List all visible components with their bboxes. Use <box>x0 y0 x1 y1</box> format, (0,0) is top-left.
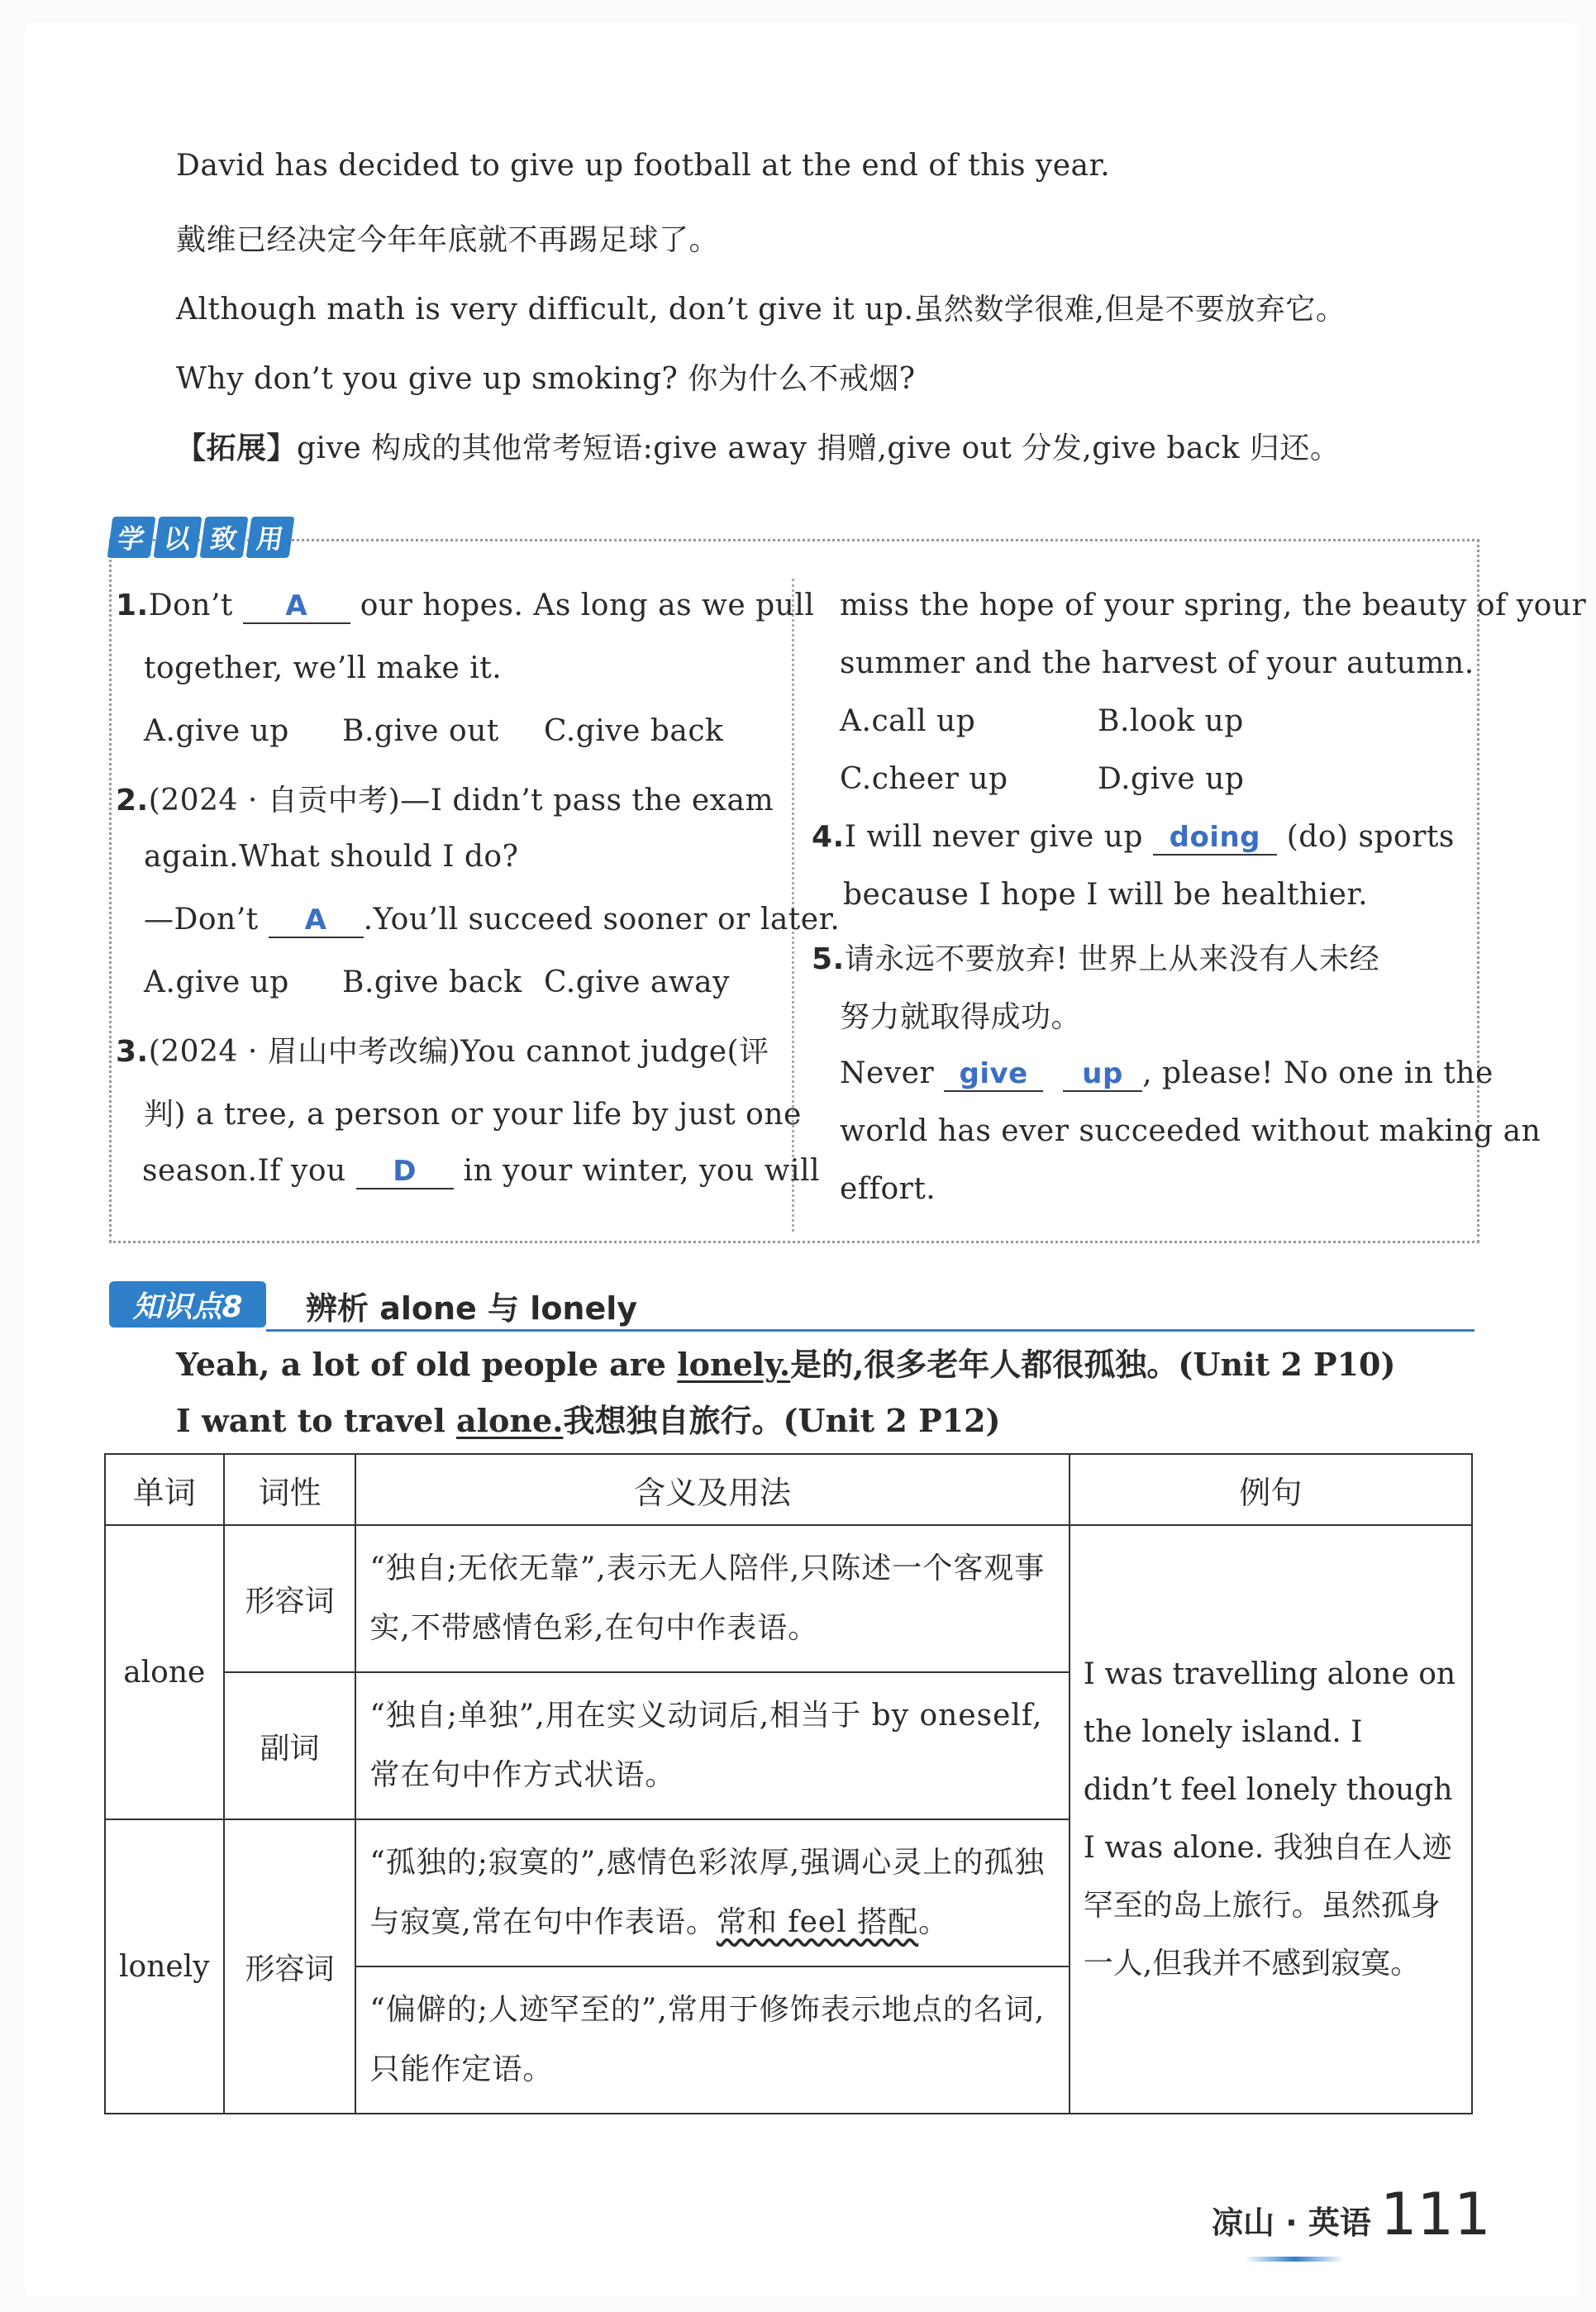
q1-option-b: B.give out <box>342 714 499 748</box>
q2-option-b: B.give back <box>342 965 522 999</box>
q5-line1 <box>812 936 1379 978</box>
q1-line2: together, we’ll make it. <box>144 651 503 685</box>
intro-sentence-2: Although math is very difficult, don’t give it up.虽然数学很难,但是不要放弃它。 <box>176 293 1346 327</box>
cell-pos-alone-adv: 副词 <box>224 1672 356 1819</box>
q1-option-c: C.give back <box>544 714 724 748</box>
q3-line4: miss the hope of your spring, the beauty of your <box>840 589 1587 622</box>
q3-post: in your winter, you will <box>463 1154 821 1188</box>
knowledge-point-badge: 知识点8 <box>109 1281 266 1328</box>
cell-example: I was travelling alone on the lonely island. I didn’t feel lonely though I was alone. 我独自在人迹罕至的岛上旅行。虽然孤身一人,但我并不感到寂寞。 <box>1070 1525 1472 2114</box>
page-number: 111 <box>1380 2181 1491 2248</box>
knowledge-point-rule <box>266 1329 1475 1332</box>
cell-use-alone-adj: “独自;无依无靠”,表示无人陪伴,只陈述一个客观事实,不带感情色彩,在句中作表语。 <box>355 1525 1069 1672</box>
ex1-post: 是的,很多老年人都很孤独。(Unit 2 P10) <box>790 1346 1396 1383</box>
header-pos: 词性 <box>224 1454 356 1525</box>
q2-option-c: C.give away <box>544 965 730 999</box>
table-row <box>105 1525 1472 1672</box>
q1-pre: Don’t <box>148 589 233 622</box>
cell-pos-alone-adj: 形容词 <box>224 1525 356 1672</box>
q5-post: , please! No one in the <box>1142 1056 1494 1090</box>
lonely-use1-end: 。 <box>918 1905 950 1939</box>
q4-line1 <box>812 820 1455 856</box>
cell-use-lonely-2: “偏僻的;人迹罕至的”,常用于修饰表示地点的名词,只能作定语。 <box>355 1966 1069 2114</box>
q5-pre: Never <box>840 1056 935 1090</box>
q2-text: (2024 · 自贡中考)—I didn’t pass the exam <box>148 784 774 818</box>
q3-text: (2024 · 眉山中考改编)You cannot judge(评 <box>148 1035 769 1069</box>
q2-answer-blank[interactable]: A <box>269 903 364 938</box>
q4-post: (do) sports <box>1286 820 1455 854</box>
q2-line2: again.What should I do? <box>144 840 519 874</box>
q3-line5: summer and the harvest of your autumn. <box>840 646 1475 680</box>
q4-answer-blank[interactable]: doing <box>1153 821 1277 856</box>
q3-line2: 判) a tree, a person or your life by just one <box>144 1098 802 1132</box>
cell-pos-lonely: 形容词 <box>224 1819 356 2114</box>
q2-post: .You’ll succeed sooner or later. <box>363 903 841 937</box>
extension-text: give 构成的其他常考短语:give away 捐赠,give out 分发,give back 归还。 <box>297 431 1341 465</box>
q2-pre: —Don’t <box>144 903 259 937</box>
cell-use-lonely-1 <box>355 1819 1069 1966</box>
q3-answer-blank[interactable]: D <box>356 1155 454 1189</box>
ex1-underlined: lonely. <box>677 1346 791 1383</box>
header-example: 例句 <box>1070 1454 1472 1525</box>
q3-pre: season.If you <box>142 1154 346 1188</box>
cell-use-alone-adv: “独自;单独”,用在实义动词后,相当于 by oneself,常在句中作方式状语。 <box>355 1672 1069 1819</box>
ex2-post: 我想独自旅行。(Unit 2 P12) <box>563 1402 1001 1439</box>
q3-number: 3. <box>116 1035 149 1069</box>
example-sentence-1 <box>176 1339 1395 1385</box>
intro-sentence-1: David has decided to give up football at the end of this year. <box>176 149 1111 183</box>
badge-char: 致 <box>199 517 248 558</box>
extension-tag: 【拓展】 <box>176 431 298 465</box>
q5-answer-blank-1[interactable]: give <box>944 1057 1043 1092</box>
intro-translation-1: 戴维已经决定今年年底就不再踢足球了。 <box>176 223 720 257</box>
badge-char: 以 <box>153 517 202 558</box>
q1-number: 1. <box>116 589 149 622</box>
q2-line1 <box>116 777 774 819</box>
q5-line4: world has ever succeeded without making an <box>840 1114 1541 1148</box>
q1-line1 <box>116 589 814 624</box>
badge-char: 学 <box>107 517 155 558</box>
q3-option-c: C.cheer up <box>840 762 1008 796</box>
q5-text: 请永远不要放弃! 世界上从来没有人未经 <box>844 942 1380 976</box>
example-sentence-2 <box>176 1395 1001 1441</box>
badge-char: 用 <box>245 517 294 558</box>
q3-option-a: A.call up <box>840 704 976 738</box>
q5-line3 <box>840 1056 1494 1092</box>
footer-label: 凉山 · 英语 <box>1212 2205 1371 2241</box>
knowledge-point-title: 辨析 alone 与 lonely <box>306 1290 638 1327</box>
table-header-row <box>105 1454 1472 1525</box>
intro-sentence-3: Why don’t you give up smoking? 你为什么不戒烟? <box>176 362 916 396</box>
q2-number: 2. <box>116 784 149 818</box>
q5-line5: effort. <box>840 1172 936 1206</box>
header-word: 单词 <box>105 1454 224 1525</box>
header-meaning: 含义及用法 <box>355 1454 1069 1525</box>
q1-option-a: A.give up <box>144 714 289 748</box>
q4-line2: because I hope I will be healthier. <box>843 878 1369 912</box>
lonely-use1-text: “孤独的;寂寞的”,感情色彩浓厚,强调心灵上的孤独与寂寞,常在句中作表语。 <box>369 1846 1046 1939</box>
q5-answer-blank-2[interactable]: up <box>1063 1057 1142 1092</box>
ex2-pre: I want to travel <box>176 1402 456 1439</box>
ex2-underlined: alone. <box>456 1402 564 1439</box>
q3-line1 <box>116 1028 769 1070</box>
usage-table <box>104 1453 1473 2114</box>
lonely-use1-collocation: 常和 feel 搭配 <box>716 1905 919 1939</box>
footer-bar <box>1245 2257 1344 2262</box>
q5-number: 5. <box>812 942 845 976</box>
q4-number: 4. <box>812 820 845 854</box>
q5-line2: 努力就取得成功。 <box>840 1000 1082 1034</box>
extension-note <box>176 425 1340 467</box>
q3-option-d: D.give up <box>1098 762 1245 796</box>
q2-option-a: A.give up <box>144 965 289 999</box>
cell-word-lonely: lonely <box>105 1819 224 2114</box>
ex1-pre: Yeah, a lot of old people are <box>176 1346 678 1383</box>
q2-line3 <box>144 903 840 938</box>
q3-option-b: B.look up <box>1098 704 1244 738</box>
q4-pre: I will never give up <box>844 820 1143 854</box>
q1-answer-blank[interactable]: A <box>243 589 350 624</box>
practice-badge <box>110 517 292 558</box>
q1-post: our hopes. As long as we pull <box>360 589 815 622</box>
cell-word-alone: alone <box>105 1525 224 1819</box>
q3-line3 <box>142 1154 820 1189</box>
